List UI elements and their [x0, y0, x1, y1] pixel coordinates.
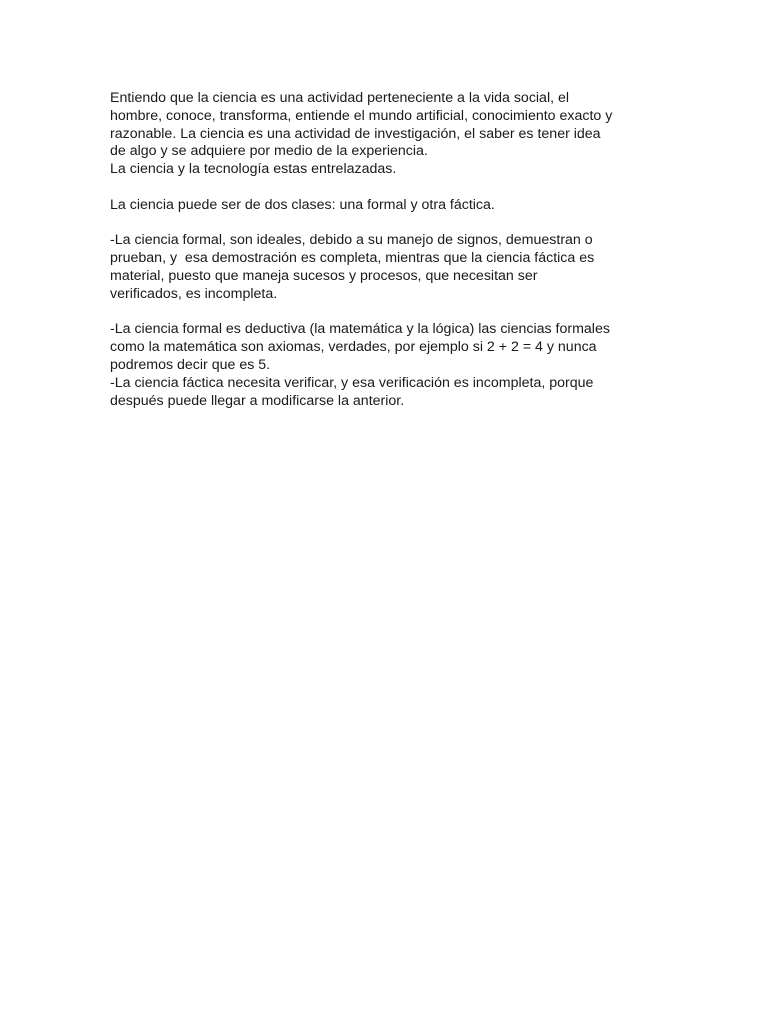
- text-line: -La ciencia fáctica necesita verificar, y esa verificación es incompleta, porque: [110, 374, 594, 391]
- paragraph-gap: [110, 179, 660, 197]
- text-line: Entiendo que la ciencia es una actividad perteneciente a la vida social, el: [110, 90, 570, 106]
- text-line: material, puesto que maneja sucesos y procesos, que necesitan ser: [110, 267, 538, 284]
- text-line: después puede llegar a modificarse la anterior.: [110, 392, 405, 409]
- text-line: verificados, es incompleta.: [110, 285, 278, 302]
- text-line: como la matemática son axiomas, verdades, por ejemplo si 2 + 2 = 4 y nunca: [110, 339, 597, 356]
- text-line: -La ciencia formal es deductiva (la matemática y la lógica) las ciencias formales: [110, 321, 610, 338]
- text-line: razonable. La ciencia es una actividad de investigación, el saber es tener idea: [110, 125, 601, 142]
- text-line: de algo y se adquiere por medio de la experiencia.: [110, 143, 428, 160]
- text-line: podremos decir que es 5.: [110, 356, 271, 373]
- paragraph-gap: [110, 304, 660, 322]
- text-line: -La ciencia formal, son ideales, debido a su manejo de signos, demuestran o: [110, 232, 593, 249]
- text-line: hombre, conoce, transforma, entiende el mundo artificial, conocimiento exacto y: [110, 107, 613, 124]
- document-body: [110, 90, 660, 410]
- paragraph-classes: [110, 197, 660, 215]
- text-line: prueban, y esa demostración es completa, mientras que la ciencia fáctica es: [110, 250, 595, 267]
- text-line: La ciencia puede ser de dos clases: una formal y otra fáctica.: [110, 196, 495, 213]
- paragraph-deductive: [110, 321, 660, 410]
- paragraph-formal-vs-factual: [110, 232, 660, 303]
- paragraph-intro: [110, 90, 660, 179]
- text-line: La ciencia y la tecnología estas entrelazadas.: [110, 161, 397, 178]
- paragraph-gap: [110, 215, 660, 233]
